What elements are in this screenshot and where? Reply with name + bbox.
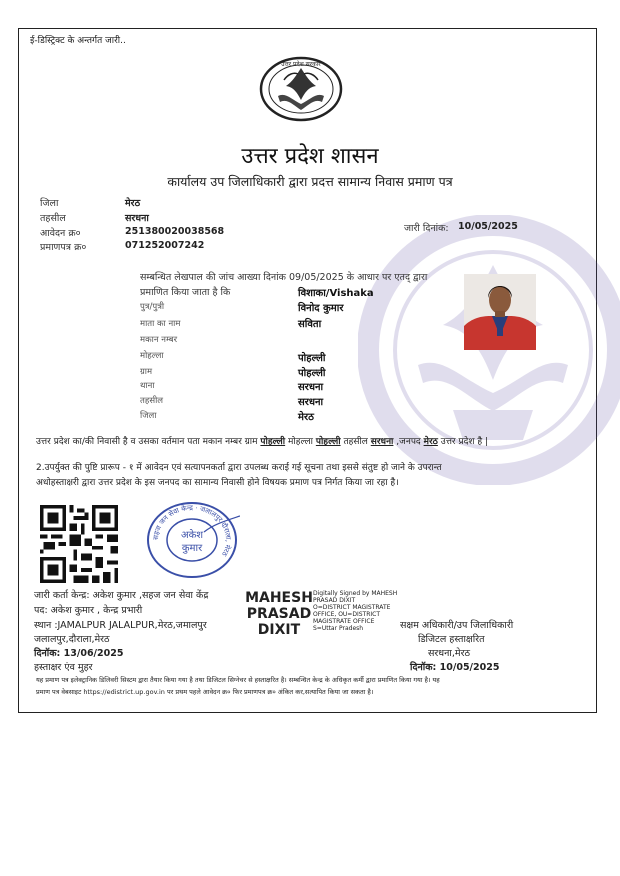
verification-line-2: अधोहस्ताक्षरी द्वारा उत्तर प्रदेश के इस जनपद का सामान्य निवासी होने विषयक प्रमाण पत्र निर्गत किया जा रहा है। xyxy=(36,478,399,488)
qr-code xyxy=(38,505,120,583)
page-title: उत्तर प्रदेश शासन xyxy=(241,144,379,169)
issuer-designation: पद: अकेश कुमार , केन्द्र प्रभारी xyxy=(34,605,143,616)
office-subtitle: कार्यालय उप जिलाधिकारी द्वारा प्रदत्त सामान्य निवास प्रमाण पत्र xyxy=(167,174,453,189)
locality-label: मोहल्ला xyxy=(140,351,164,361)
dsig-detail-3: O=DISTRICT MAGISTRATE xyxy=(313,604,391,611)
dsig-name-line-3: DIXIT xyxy=(257,622,301,638)
person-district-label: जिला xyxy=(140,411,157,421)
issuing-center: जारी कर्ता केन्द्र: अकेश कुमार ,सहज जन सेवा केंद्र xyxy=(34,590,209,601)
application-number: 251380020038568 xyxy=(125,226,225,237)
house-label: मकान नम्बर xyxy=(140,335,178,345)
certificate-label: प्रमाणपत्र क्र० xyxy=(40,242,87,253)
emblem-text: उत्तर प्रदेश सरकार xyxy=(281,61,321,68)
person-tehsil-label: तहसील xyxy=(140,396,164,406)
person-tehsil-value: सरधना xyxy=(298,397,324,408)
issuer-date: दिनॉक: 13/06/2025 xyxy=(34,648,124,659)
certificate-number: 071252007242 xyxy=(125,240,205,251)
issue-date-value: 10/05/2025 xyxy=(458,221,518,232)
police-station-value: सरधना xyxy=(298,382,324,393)
applicant-name: विशाका/Vishaka xyxy=(298,288,374,299)
digital-signature-name xyxy=(244,590,314,638)
dsig-detail-1: Digitally Signed by MAHESH xyxy=(313,590,398,597)
seal-name-line-1: अकेश xyxy=(180,530,204,541)
dsig-name-line-1: MAHESH xyxy=(245,590,313,606)
up-government-emblem xyxy=(258,56,344,122)
mother-label: माता का नाम xyxy=(140,319,181,329)
district-label: जिला xyxy=(40,198,59,209)
locality-value: पोहल्ली xyxy=(298,353,326,364)
intro-line-1: सम्बन्धित लेखपाल की जांच आख्या दिनांक 09/05/2025 के आधार पर एतद् द्वारा xyxy=(140,272,428,283)
dsig-name-line-2: PRASAD xyxy=(246,606,312,622)
seal-ring-text: सहज जन सेवा केन्द्र · जलालपुर दौराला, मेरठ xyxy=(151,503,233,558)
mother-value: सविता xyxy=(298,319,322,330)
authority-title: सक्षम अधिकारी/उप जिलाधिकारी xyxy=(400,620,514,631)
applicant-photo xyxy=(464,274,536,350)
tehsil-value: सरधना xyxy=(125,213,149,224)
para1-mid3: ,जनपद xyxy=(396,437,421,447)
para1-district: मेरठ xyxy=(423,437,438,447)
digital-signature-details xyxy=(313,590,397,632)
intro-line-2: प्रमाणित किया जाता है कि xyxy=(140,287,231,298)
residence-paragraph xyxy=(36,436,582,449)
authority-digital-signed: डिजिटल हस्ताक्षरित xyxy=(418,634,485,645)
issuer-place-line-1: स्थान :JAMALPUR JALALPUR,मेरठ,जमालपुर xyxy=(34,620,207,631)
dsig-detail-2: PRASAD DIXIT xyxy=(313,597,356,604)
seal-name-line-2: कुमार xyxy=(181,543,203,554)
para1-locality: पोहल्ली xyxy=(315,437,341,447)
issuer-signature-label: हस्ताक्षर एंव मुहर xyxy=(34,662,93,673)
para1-mid1: मोहल्ला xyxy=(288,437,313,447)
relation-value: विनोद कुमार xyxy=(298,303,344,314)
village-label: ग्राम xyxy=(140,367,153,377)
footer-line-2: प्रमाण पत्र वेबसाइट https://edistrict.up.gov.in पर प्रथम पहले आवेदन क्र० फिर प्रमाणपत्र क्र० अंकित कर,सत्यापित किया जा सकता है। xyxy=(36,688,374,696)
footer-line-1: यह प्रमाण पत्र इलेक्ट्रानिक डिलिवरी सिस्टम द्वारा तैयार किया गया है तथा डिजिटल सिग्नेचर से हस्ताक्षरित है। सम्बन्धित केन्द्र के अधिकृत कर्मी द्वारा प्रमाणित किया गया है। यह xyxy=(36,676,440,684)
para1-tehsil: सरधना xyxy=(370,437,394,447)
header-note: ई-डिस्ट्रिक्ट के अन्तर्गत जारी.. xyxy=(30,36,126,46)
authority-date: दिनॉक: 10/05/2025 xyxy=(410,662,500,673)
tehsil-label: तहसील xyxy=(40,213,66,224)
verification-line-1: 2.उपर्युक्त की पुष्टि प्रारूप - १ में आवेदन एवं सत्यापनकर्ता द्वारा उपलब्ध कराई गई सूचना तथा इससे संतुष्ट हो जाने के उपरान्त xyxy=(36,463,442,473)
issuer-place-line-2: जलालपुर,दौराला,मेरठ xyxy=(34,634,110,645)
police-station-label: थाना xyxy=(140,381,155,391)
dsig-detail-5: MAGISTRATE OFFICE xyxy=(313,618,375,625)
para1-suffix: उत्तर प्रदेश है | xyxy=(440,437,489,447)
village-value: पोहल्ली xyxy=(298,368,326,379)
district-value: मेरठ xyxy=(125,198,141,209)
relation-label: पुत्र/पुत्री xyxy=(140,302,165,312)
authority-place: सरधना,मेरठ xyxy=(428,648,470,659)
issue-date-label: जारी दिनांक: xyxy=(404,223,449,234)
para1-prefix: उत्तर प्रदेश का/की निवासी है व उसका वर्तमान पता मकान नम्बर ग्राम xyxy=(36,437,258,447)
dsig-detail-6: S=Uttar Pradesh xyxy=(313,625,364,632)
application-label: आवेदन क्र० xyxy=(40,228,81,239)
para1-mid2: तहसील xyxy=(343,437,368,447)
dsig-detail-4: OFFICE, OU=DISTRICT xyxy=(313,611,380,618)
person-district-value: मेरठ xyxy=(298,412,314,423)
csc-seal-stamp xyxy=(144,500,240,580)
para1-village: पोहल्ली xyxy=(260,437,286,447)
